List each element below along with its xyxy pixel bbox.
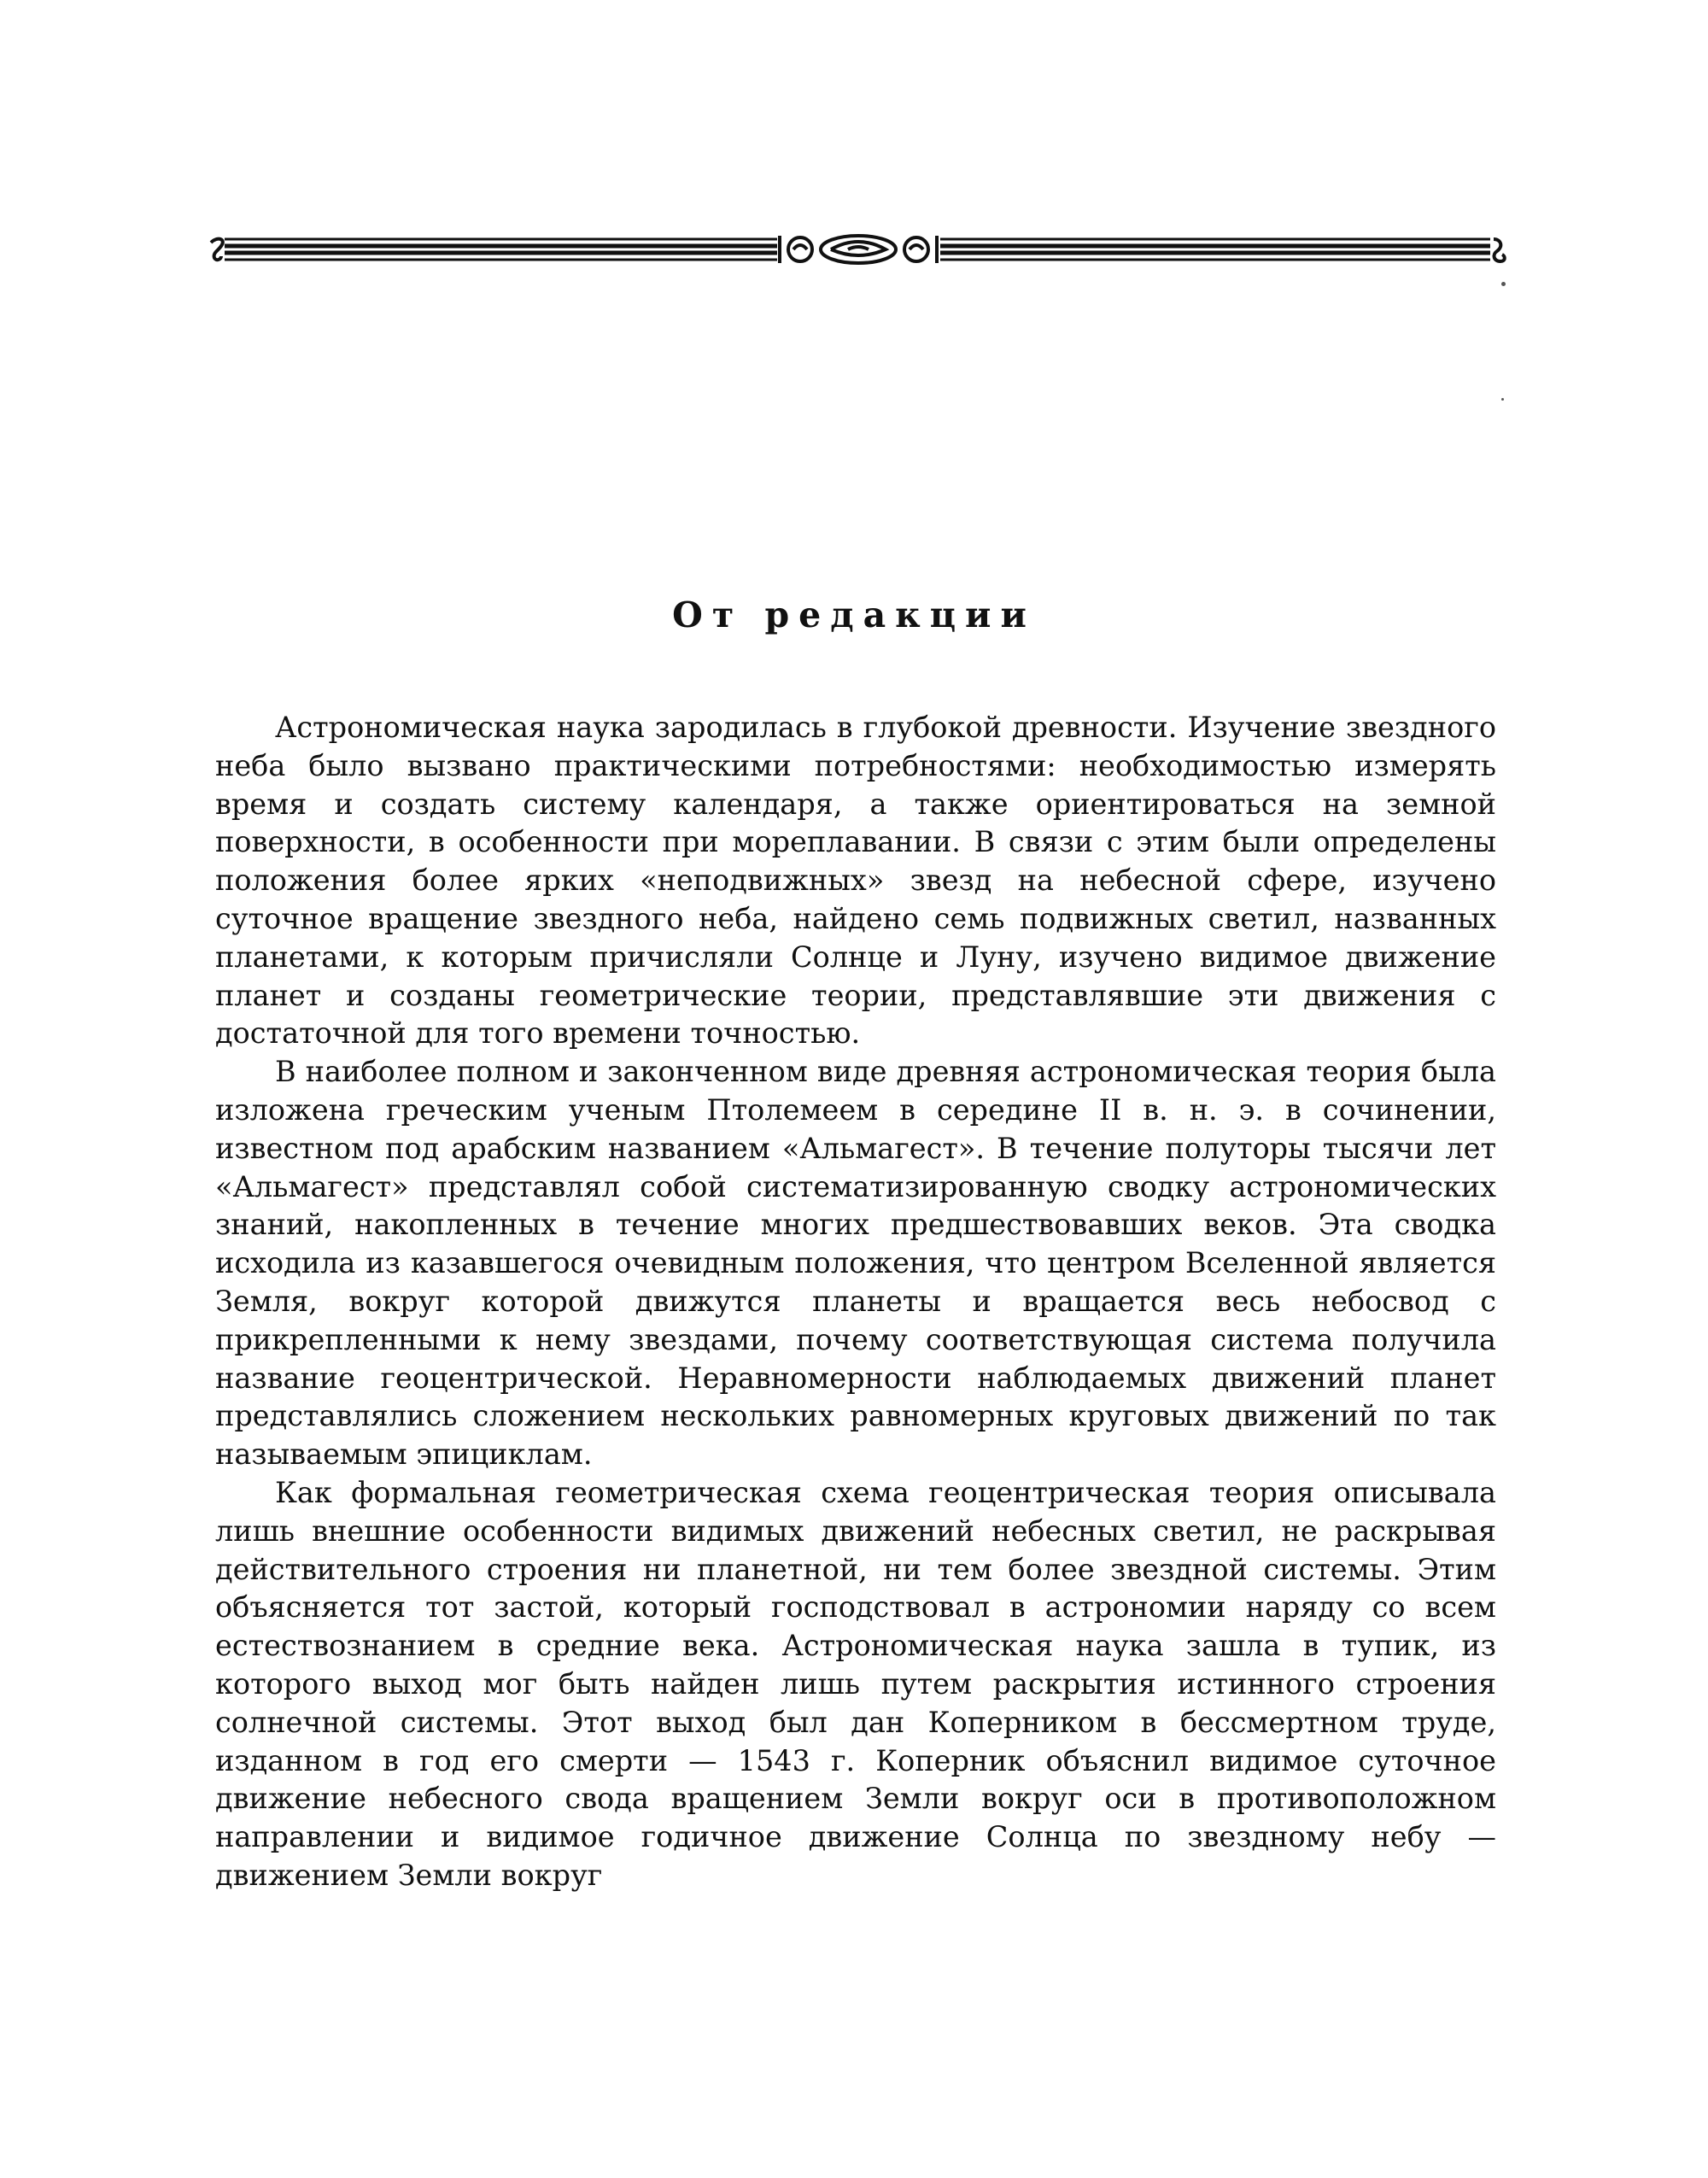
page-title: От редакции [672, 594, 1036, 635]
body-text [215, 709, 1496, 1895]
headpiece-ornament [209, 224, 1507, 275]
paragraph: Астрономическая наука зародилась в глубокой древности. Изучение звездного неба было вызвано практическими потребностями: необходимостью измерять время и создать систему календаря, а также ориентироваться на земной поверхности, в особенности при мореплавании. В связи с этим были определены положения более ярких «неподвижных» звезд на небесной сфере, изучено суточное вращение звездного неба, найдено семь подвижных светил, названных планетами, к которым причисляли Солнце и Луну, изучено видимое движение планет и созданы геометрические теории, представлявшие эти движения с достаточной для того времени точностью. [215, 711, 1496, 1051]
paragraph: В наиболее полном и законченном виде древняя астрономическая теория была изложена греческим ученым Птолемеем в середине II в. н. э. в сочинении, известном под арабским названием «Альмагест». В течение полуторы тысячи лет «Альмагест» представлял собой систематизированную сводку астрономических знаний, накопленных в течение многих предшествовавших веков. Эта сводка исходила из казавшегося очевидным положения, что центром Вселенной является Земля, вокруг которой движутся планеты и вращается весь небосвод с прикрепленными к нему звездами, почему соответствующая система получила название геоцентрической. Неравномерности наблюдаемых движений планет представлялись сложением нескольких равномерных круговых движений по так называемым эпициклам. [215, 1055, 1496, 1472]
speck-mark [1501, 282, 1506, 286]
paragraph: Как формальная геометрическая схема геоцентрическая теория описывала лишь внешние особенности видимых движений небесных светил, не раскрывая действительного строения ни планетной, ни тем более звездной системы. Этим объясняется тот застой, который господствовал в астрономии наряду со всем естествознанием в средние века. Астрономическая наука зашла в тупик, из которого выход мог быть найден лишь путем раскрытия истинного строения солнечной системы. Этот выход был дан Коперником в бессмертном труде, изданном в год его смерти — 1543 г. Коперник объяснил видимое суточное движение небесного свода вращением Земли вокруг оси в противоположном направлении и видимое годичное движение Солнца по звездному небу — движением Земли вокруг [215, 1475, 1496, 1892]
speck-mark [1501, 398, 1504, 401]
